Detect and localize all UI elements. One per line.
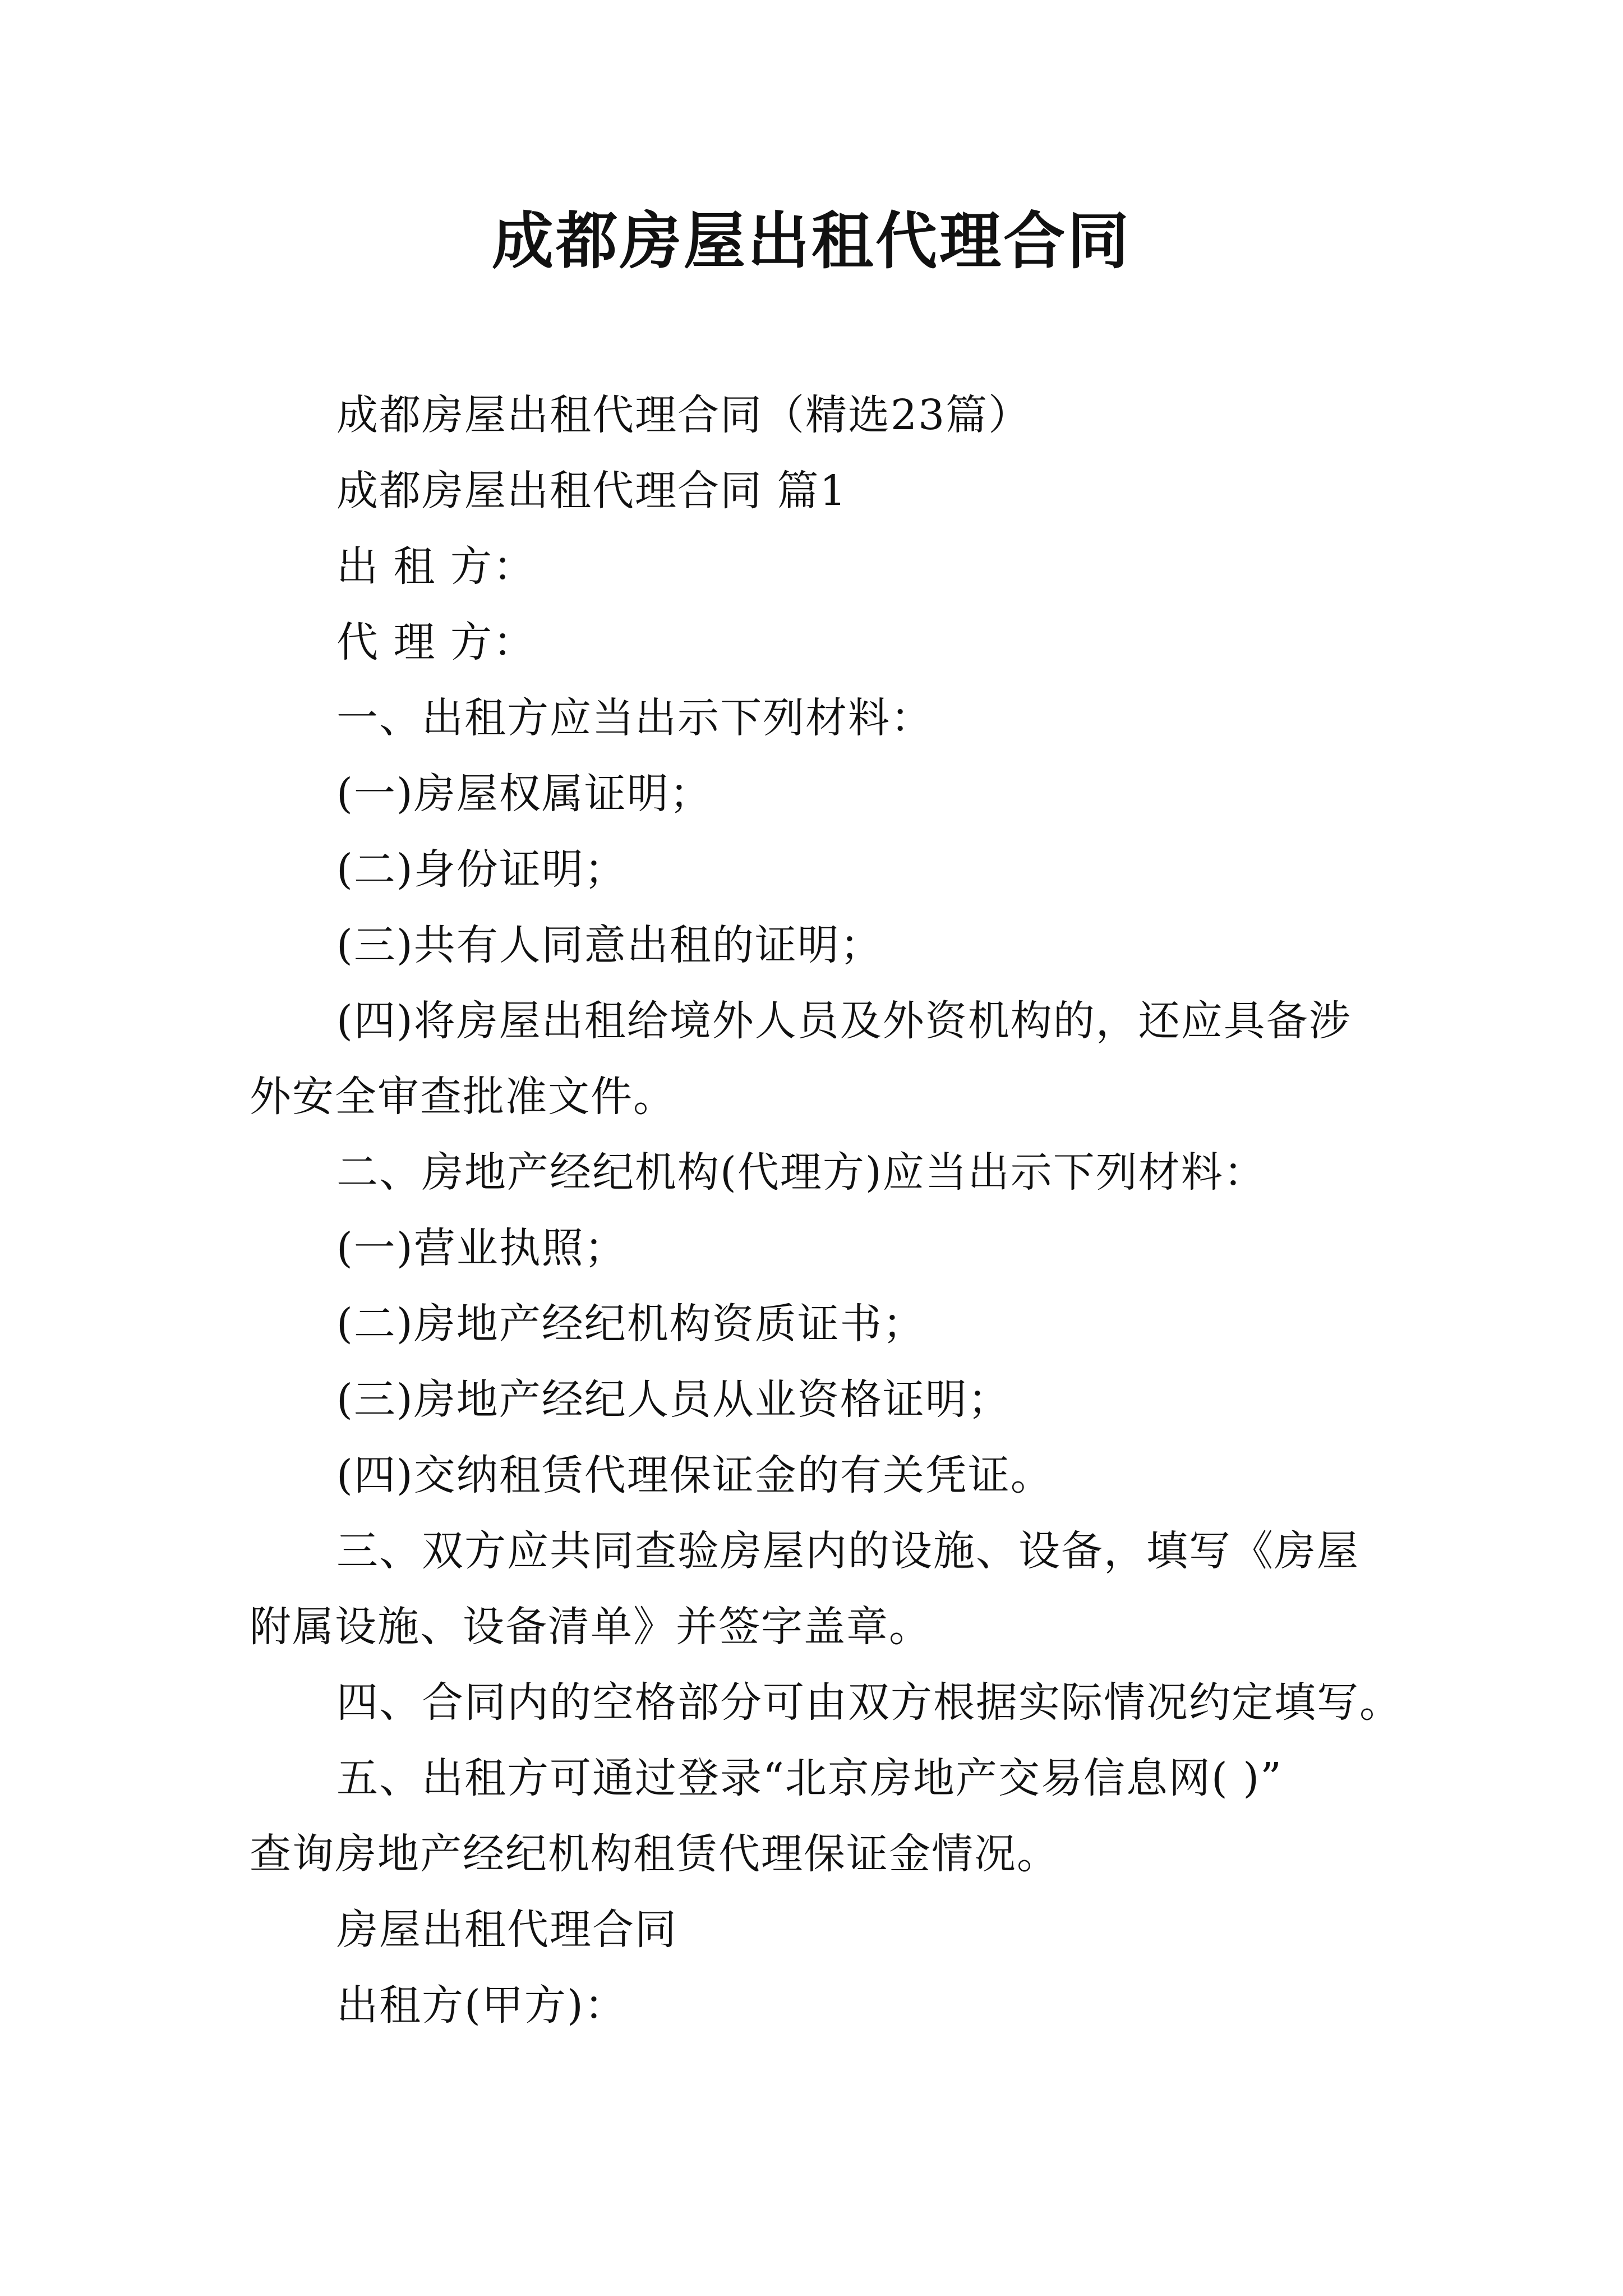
list-item: (一)房屋权属证明； xyxy=(336,770,712,818)
document-subtitle: 成都房屋出租代理合同（精选23篇） xyxy=(336,391,1031,439)
list-item: (三)共有人同意出租的证明； xyxy=(336,921,883,969)
list-item: (四)交纳租赁代理保证金的有关凭证。 xyxy=(336,1451,1053,1499)
section-heading: 房屋出租代理合同 xyxy=(336,1906,677,1954)
section-heading: 成都房屋出租代理合同 篇1 xyxy=(336,467,847,515)
paragraph-line: 三、双方应共同查验房屋内的设施、设备，填写《房屋 xyxy=(336,1527,1359,1575)
list-item: (四)将房屋出租给境外人员及外资机构的，还应具备涉 xyxy=(336,997,1352,1045)
list-item: (三)房地产经纪人员从业资格证明； xyxy=(336,1375,1011,1424)
paragraph-line: 二、房地产经纪机构(代理方)应当出示下列材料： xyxy=(336,1148,1266,1197)
paragraph-continuation: 附属设施、设备清单》并签字盖章。 xyxy=(250,1603,932,1651)
paragraph-continuation: 外安全审查批准文件。 xyxy=(250,1073,676,1121)
paragraph-line: 五、出租方可通过登录“北京房地产交易信息网( )” xyxy=(336,1754,1283,1802)
list-item: (一)营业执照； xyxy=(336,1224,627,1272)
page-title: 成都房屋出租代理合同 xyxy=(492,205,1131,277)
paragraph-line: 四、合同内的空格部分可由双方根据实际情况约定填写。 xyxy=(336,1678,1402,1727)
paragraph-line: 一、出租方应当出示下列材料： xyxy=(336,694,933,742)
list-item: (二)房地产经纪机构资质证书； xyxy=(336,1300,925,1348)
party-lessor-label: 出 租 方： xyxy=(336,542,536,591)
paragraph-continuation: 查询房地产经纪机构租赁代理保证金情况。 xyxy=(250,1830,1059,1878)
party-agent-label: 代 理 方： xyxy=(336,618,536,666)
party-lessor-label: 出租方(甲方)： xyxy=(336,1981,627,2030)
list-item: (二)身份证明； xyxy=(336,845,627,894)
